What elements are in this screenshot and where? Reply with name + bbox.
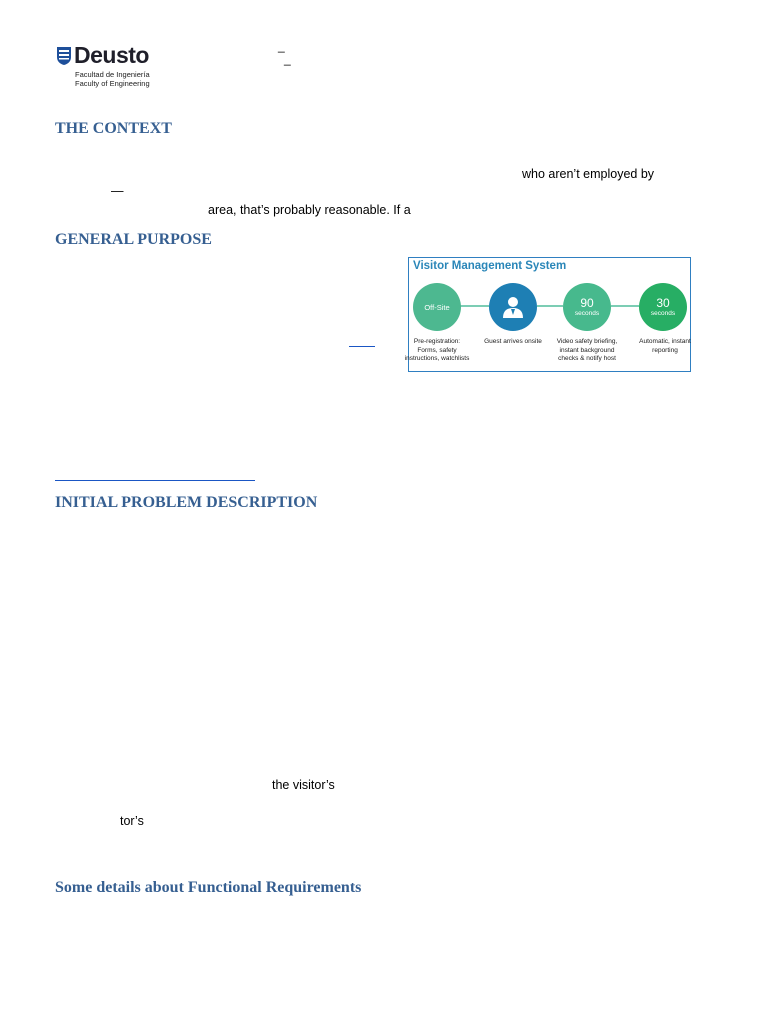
person-icon [502, 295, 524, 319]
step-circle-offsite: Off-Site [413, 283, 461, 331]
visitor-management-figure [404, 257, 691, 372]
context-text-fragment: who aren’t employed by [522, 167, 655, 181]
step-circle-guest [489, 283, 537, 331]
shield-icon [56, 46, 72, 66]
connector-line [459, 305, 489, 307]
connector-line [611, 305, 639, 307]
step-circle-90: 90 seconds [563, 283, 611, 331]
figure-title: Visitor Management System [413, 260, 567, 272]
section-heading-purpose: GENERAL PURPOSE [55, 231, 212, 248]
logo-subtitle-es: Facultad de Ingeniería [75, 70, 150, 79]
logo-wordmark: Deusto [74, 42, 149, 68]
separator-line [55, 480, 255, 481]
deusto-logo [56, 42, 166, 90]
section-heading-problem: INITIAL PROBLEM DESCRIPTION [55, 494, 318, 511]
step-caption: Pre-registration: Forms, safety instructions, watchlists [404, 338, 470, 362]
logo-subtitle-en: Faculty of Engineering [75, 79, 150, 88]
step-caption: Guest arrives onsite [484, 338, 542, 345]
step-caption: Automatic, instant reporting [639, 338, 691, 354]
problem-text-fragment: the visitor’s [272, 778, 335, 792]
context-dash: — [111, 184, 124, 198]
header-dash: _ [284, 52, 291, 66]
problem-text-fragment: tor’s [120, 814, 144, 828]
connector-line [537, 305, 563, 307]
header-dash: _ [278, 39, 285, 53]
step-circle-30: 30 seconds [639, 283, 687, 331]
section-heading-functional: Some details about Functional Requirements [55, 879, 362, 896]
context-text-fragment: area, that’s probably reasonable. If a [208, 203, 411, 217]
section-heading-context: THE CONTEXT [55, 120, 172, 137]
hyperlink-underline[interactable] [349, 346, 375, 347]
step-caption: Video safety briefing, instant background checks & notify host [556, 338, 618, 362]
